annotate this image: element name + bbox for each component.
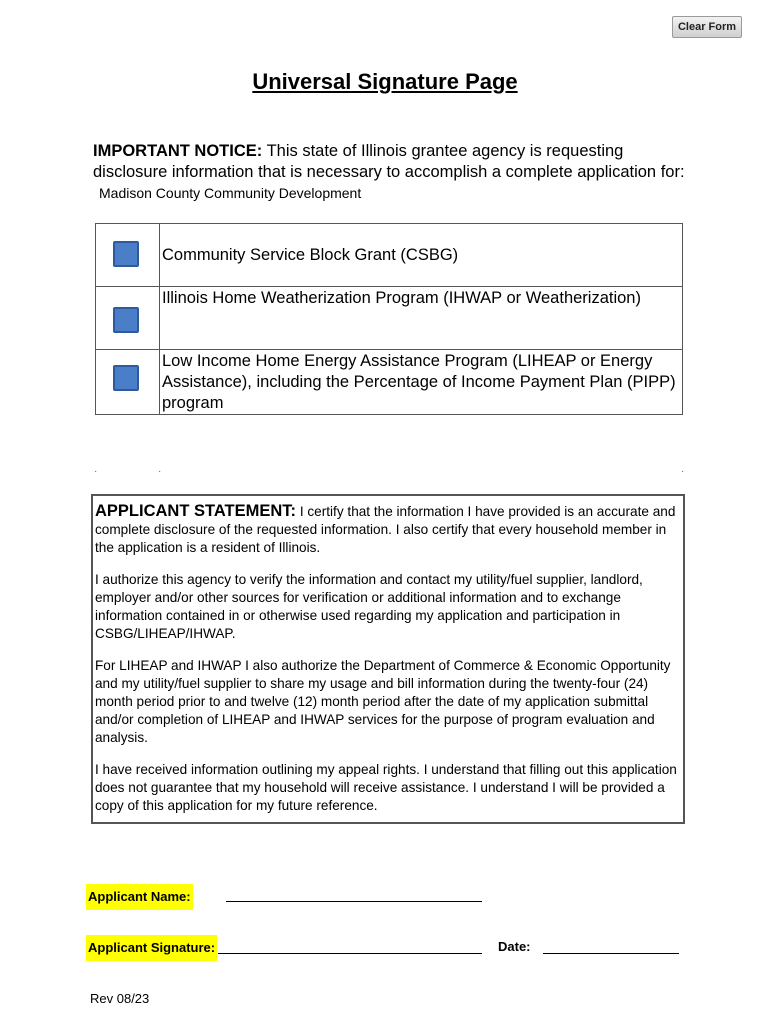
applicant-signature-field[interactable] <box>218 953 482 954</box>
program-label: Community Service Block Grant (CSBG) <box>160 224 683 287</box>
ihwap-checkbox[interactable] <box>113 307 139 333</box>
statement-paragraph: For LIHEAP and IHWAP I also authorize the Department of Commerce & Economic Opportunity and my utility/fuel supplier to share my usage and bill information during the twenty-four (24) month period prior to and twelve (12) month period after the date of my application submittal and/or completion of LIHEAP and IHWAP services for the purpose of program evaluation and analysis. <box>95 658 671 745</box>
liheap-checkbox[interactable] <box>113 365 139 391</box>
page-title: Universal Signature Page <box>252 69 518 94</box>
notice-text: This state of Illinois grantee agency is requesting disclosure information that is necessary to accomplish a complete application for: <box>93 142 685 181</box>
statement-paragraph: I certify that the information I have provided is an accurate and complete disclosure of the requested information. I also certify that every household member in the application is a resident of Illinois. <box>95 504 676 555</box>
statement-paragraph: I authorize this agency to verify the information and contact my utility/fuel supplier, landlord, employer and/or other sources for verification or additional information and to exchange information contained in or otherwise used regarding my application and participation in CSBG/LIHEAP/IHWAP. <box>95 572 643 641</box>
form-marker: · <box>158 466 162 477</box>
csbg-checkbox[interactable] <box>113 241 139 267</box>
date-label: Date: <box>498 939 531 954</box>
program-row-ihwap <box>96 287 683 350</box>
program-selection-table <box>95 223 683 415</box>
form-marker: · <box>94 466 98 477</box>
statement-paragraph: I have received information outlining my appeal rights. I understand that filling out this application does not guarantee that my household will receive assistance. I understand I will be provided a copy of this application for my future reference. <box>95 762 677 813</box>
applicant-name-label: Applicant Name: <box>86 884 193 910</box>
statement-heading: APPLICANT STATEMENT: <box>95 502 297 520</box>
program-label: Illinois Home Weatherization Program (IHWAP or Weatherization) <box>160 287 683 350</box>
date-field[interactable] <box>543 953 679 954</box>
clear-form-button[interactable]: Clear Form <box>672 16 742 38</box>
program-label: Low Income Home Energy Assistance Program (LIHEAP or Energy Assistance), including the Percentage of Income Payment Plan (PIPP) program <box>160 350 683 415</box>
applicant-name-field[interactable] <box>226 901 482 902</box>
notice-heading: IMPORTANT NOTICE: <box>93 142 263 160</box>
program-row-csbg <box>96 224 683 287</box>
applicant-statement-box <box>91 494 685 824</box>
form-marker: · <box>681 466 685 477</box>
important-notice <box>93 141 693 204</box>
agency-name-field[interactable]: Madison County Community Development <box>99 185 362 201</box>
applicant-signature-label: Applicant Signature: <box>86 935 217 961</box>
program-row-liheap <box>96 350 683 415</box>
revision-label: Rev 08/23 <box>90 991 150 1006</box>
